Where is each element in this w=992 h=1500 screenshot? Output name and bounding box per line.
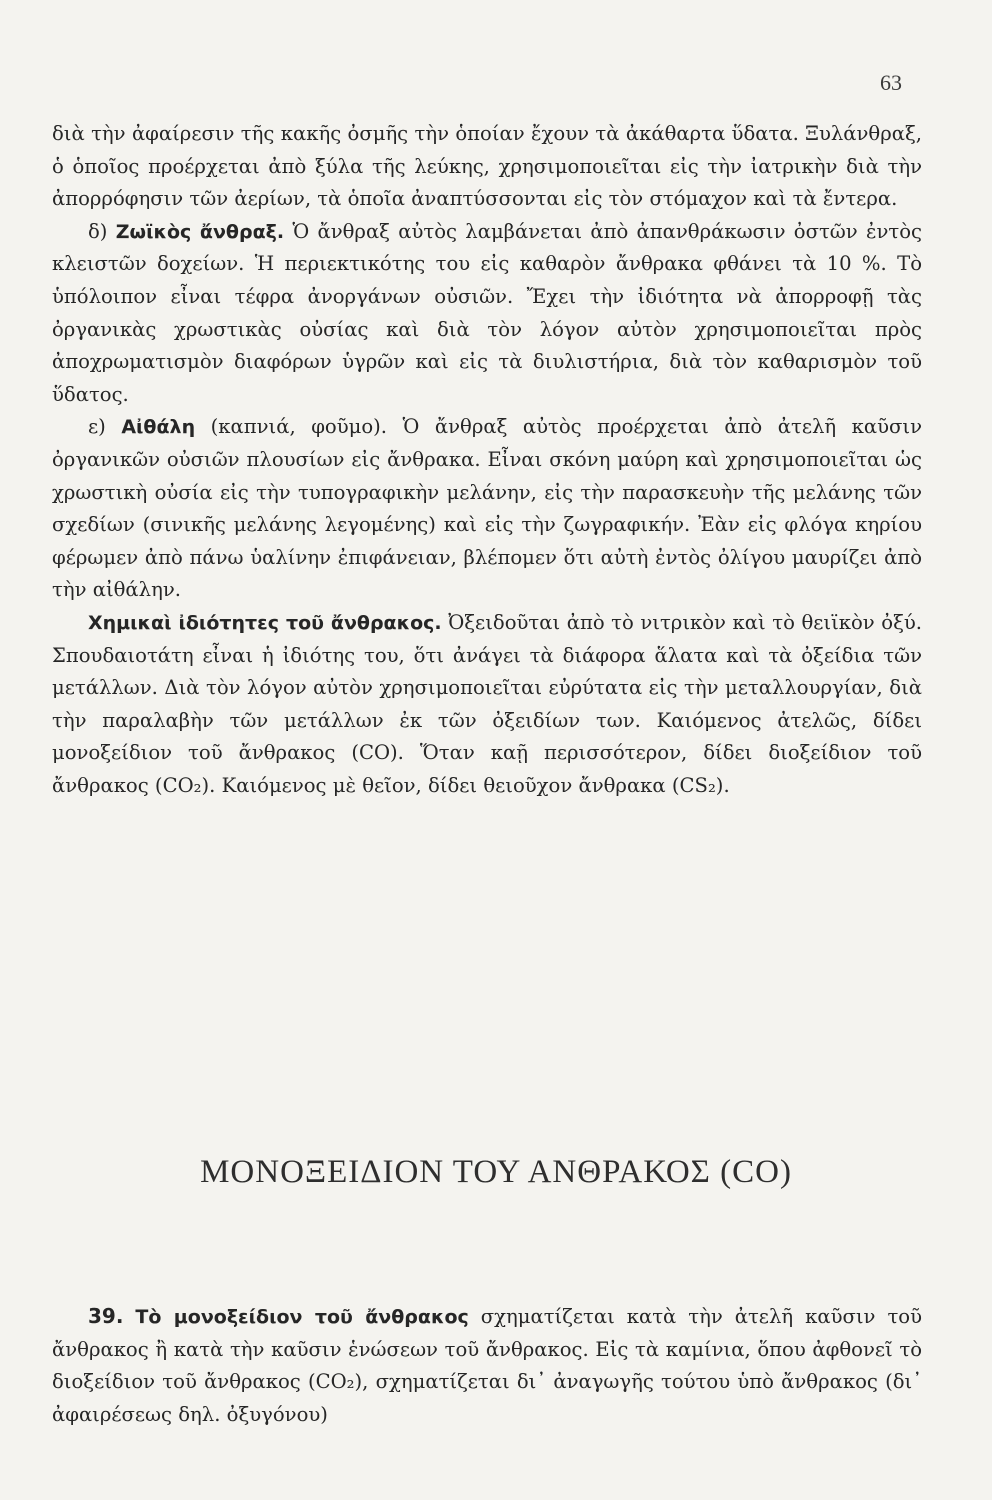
- paragraph-text: σχηματίζεται κατὰ τὴν ἀτελῆ καῦσιν τοῦ ἄνθρακος ἢ κατὰ τὴν καῦσιν ἑνώσεων τοῦ ἄνθρακος. Εἰς τὰ καμίνια, ὅπου ἀφθονεῖ τὸ διοξείδιον τοῦ ἄνθρακος (CO₂), σχηματίζεται δι᾽ ἀναγωγῆς τούτου ὑπὸ ἄνθρακος (δι᾽ ἀφαιρέσεως δηλ. ὀξυγόνου): [52, 1305, 922, 1426]
- paragraph-carbon-monoxide: [52, 1300, 922, 1431]
- term-animal-charcoal: Ζωϊκὸς ἄνθραξ.: [115, 220, 285, 243]
- paragraph-text: Ὀξειδοῦται ἀπὸ τὸ νιτρικὸν καὶ τὸ θειϊκὸν ὀξύ. Σπουδαιοτάτη εἶναι ἡ ἰδιότης του, ὅτι ἀνάγει τὰ διάφορα ἅλατα καὶ τὰ ὀξείδια τῶν μετάλλων. Διὰ τὸν λόγον αὐτὸν χρησιμοποιεῖται εὐρύτατα εἰς τὴν μεταλλουργίαν, διὰ τὴν παραλαβὴν τῶν μετάλλων ἐκ τῶν ὀξειδίων των. Καιόμενος ἀτελῶς, δίδει μονοξείδιον τοῦ ἄνθρακος (CO). Ὅταν καῇ περισσότερον, δίδει διοξείδιον τοῦ ἄνθρακος (CO₂). Καιόμενος μὲ θεῖον, δίδει θειοῦχον ἄνθρακα (CS₂).: [52, 610, 922, 797]
- term-chemical-properties: Χημικαὶ ἰδιότητες τοῦ ἄνθρακος.: [88, 611, 442, 634]
- section-heading: ΜΟΝΟΞΕΙΔΙΟΝ ΤΟΥ ΑΝΘΡΑΚΟΣ (CO): [200, 1154, 792, 1190]
- paragraph-animal-charcoal: [52, 216, 922, 412]
- section-39: [52, 1300, 922, 1431]
- section-number: 39.: [88, 1304, 124, 1328]
- item-marker: ε): [88, 415, 106, 439]
- page-number: 63: [880, 70, 902, 95]
- paragraph-chemical-properties: [52, 607, 922, 803]
- term-soot: Αἰθάλη: [121, 416, 196, 439]
- paragraph-soot: [52, 411, 922, 607]
- paragraph-charcoal-uses: διὰ τὴν ἀφαίρεσιν τῆς κακῆς ὀσμῆς τὴν ὁποίαν ἔχουν τὰ ἀκάθαρτα ὕδατα. Ξυλάνθραξ, ὁ ὁποῖος προέρχεται ἀπὸ ξύλα τῆς λεύκης, χρησιμοποιεῖται εἰς τὴν ἰατρικὴν διὰ τὴν ἀπορρόφησιν τῶν ἀερίων, τὰ ὁποῖα ἀναπτύσσονται εἰς τὸν στόμαχον καὶ τὰ ἔντερα.: [52, 122, 922, 211]
- term-carbon-monoxide: Τὸ μονοξείδιον τοῦ ἄνθρακος: [135, 1306, 469, 1328]
- paragraph-text: (καπνιά, φοῦμο). Ὁ ἄνθραξ αὐτὸς προέρχεται ἀπὸ ἀτελῆ καῦσιν ὀργανικῶν οὐσιῶν πλουσίων εἰς ἄνθρακα. Εἶναι σκόνη μαύρη καὶ χρησιμοποιεῖται ὡς χρωστικὴ οὐσία εἰς τὴν τυπογραφικὴν μελάνην, εἰς τὴν παρασκευὴν τῆς μελάνης τῶν σχεδίων (σινικῆς μελάνης λεγομένης) καὶ εἰς τὴν ζωγραφικήν. Ἐὰν εἰς φλόγα κηρίου φέρωμεν ἀπὸ πάνω ὑαλίνην ἐπιφάνειαν, βλέπομεν ὅτι αὐτὴ ἐντὸς ὀλίγου μαυρίζει ἀπὸ τὴν αἰθάλην.: [52, 415, 923, 602]
- paragraph-text: Ὁ ἄνθραξ αὐτὸς λαμβάνεται ἀπὸ ἀπανθράκωσιν ὀστῶν ἐντὸς κλειστῶν δοχείων. Ἡ περιεκτικότης του εἰς καθαρὸν ἄνθρακα φθάνει τὰ 10 %. Τὸ ὑπόλοιπον εἶναι τέφρα ἀνοργάνων οὐσιῶν. Ἔχει τὴν ἰδιότητα νὰ ἀπορροφῇ τὰς ὀργανικὰς χρωστικὰς οὐσίας καὶ διὰ τὸν λόγον αὐτὸν χρησιμοποιεῖται πρὸς ἀποχρωματισμὸν διαφόρων ὑγρῶν καὶ εἰς τὰ διυλιστήρια, διὰ τὸν καθαρισμὸν τοῦ ὕδατος.: [52, 219, 923, 406]
- item-marker: δ): [88, 219, 108, 243]
- body-text: [52, 118, 922, 802]
